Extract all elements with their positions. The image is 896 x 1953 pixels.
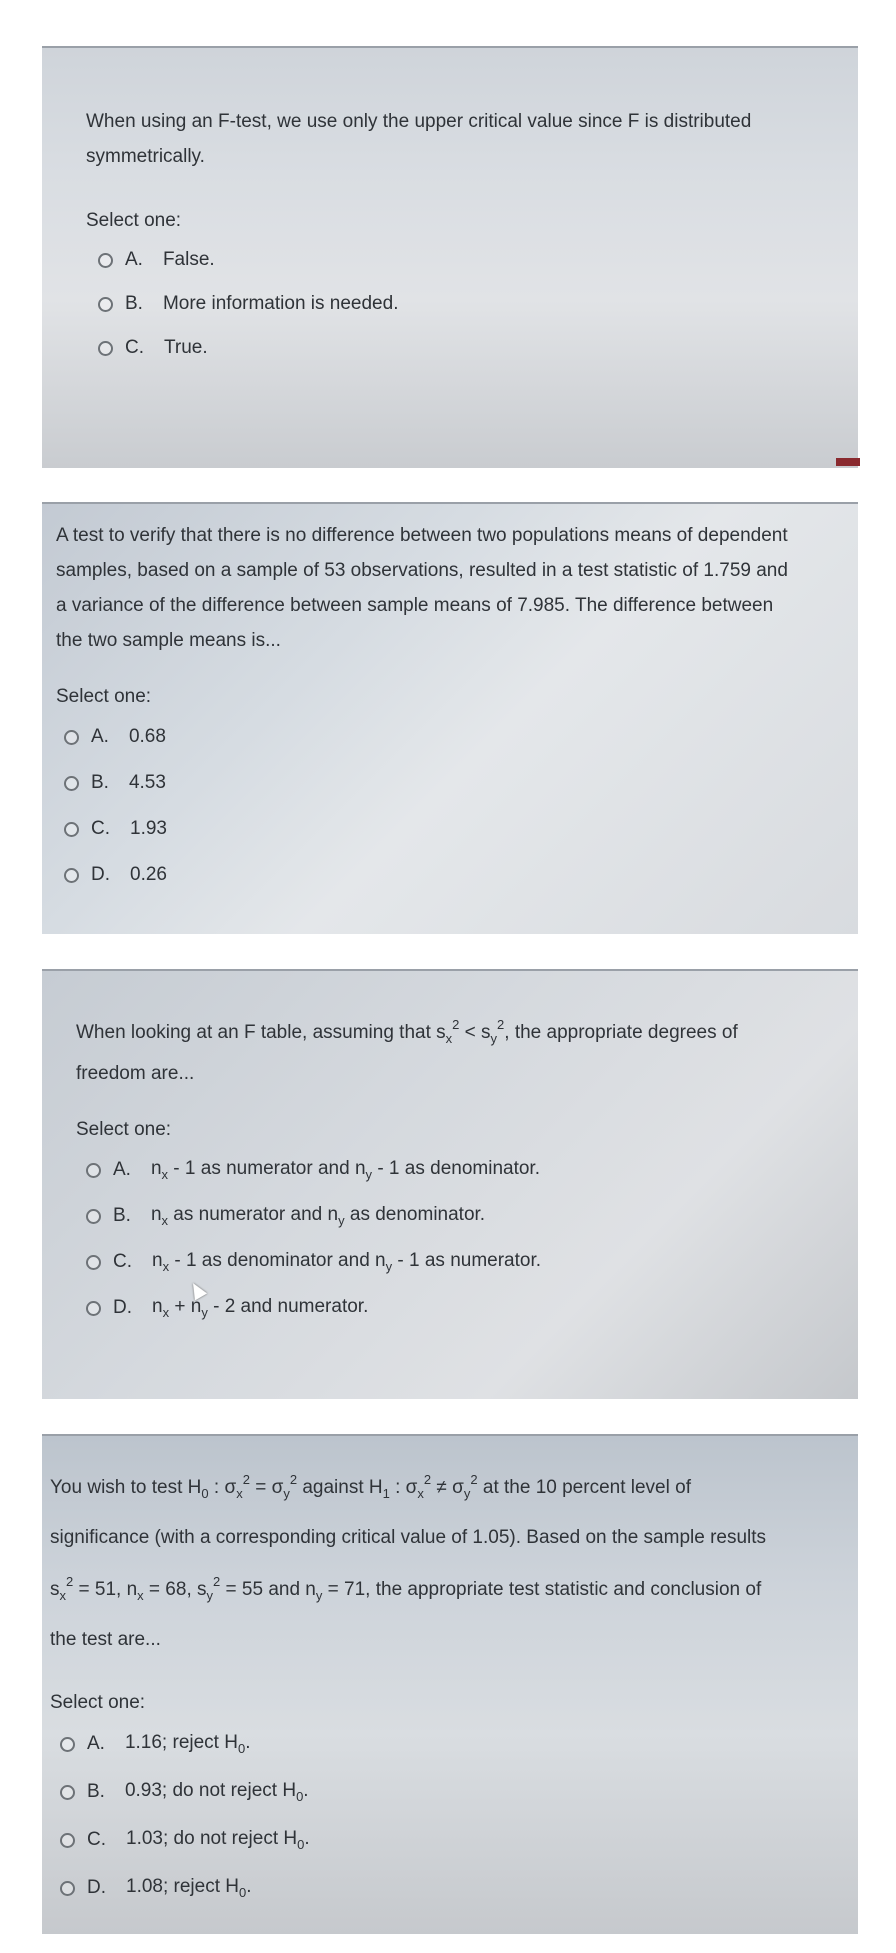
option-letter: C. — [87, 1829, 106, 1850]
radio-icon[interactable] — [64, 868, 79, 883]
question-4-card — [42, 1434, 858, 1934]
option-text: 1.93 — [130, 818, 167, 839]
option-letter: C. — [113, 1251, 132, 1272]
question-2-card — [42, 502, 858, 934]
option-letter: B. — [125, 293, 143, 314]
option-letter: C. — [91, 818, 110, 839]
select-one-label: Select one: — [86, 210, 182, 231]
option-text: 0.26 — [130, 864, 167, 885]
question-1-text — [86, 104, 858, 174]
question-3-card — [42, 969, 858, 1399]
option-text: $n_x - 1$ as numerator and $n_y - 1$ as denominator. — [150, 1158, 540, 1182]
radio-icon[interactable] — [60, 1833, 75, 1848]
question-4-line-4: the test are... — [50, 1629, 161, 1650]
subscript: y — [490, 1031, 498, 1046]
question-1-option-a[interactable] — [98, 238, 858, 282]
question-4-option-d[interactable] — [60, 1864, 858, 1912]
select-one-label: Select one: — [76, 1119, 172, 1140]
radio-icon[interactable] — [98, 297, 113, 312]
question-4-option-b[interactable] — [60, 1768, 858, 1816]
question-2-line-1: A test to verify that there is no difference between two populations means of dependent — [56, 525, 788, 546]
question-3-option-b[interactable] — [86, 1193, 858, 1239]
question-2-option-b[interactable] — [64, 760, 858, 806]
select-one-label: Select one: — [56, 686, 152, 707]
option-text: More information is needed. — [162, 293, 399, 314]
question-3-text — [76, 1007, 858, 1091]
radio-icon[interactable] — [60, 1785, 75, 1800]
radio-icon[interactable] — [86, 1255, 101, 1270]
q3-text-part: < s — [459, 1022, 491, 1043]
radio-icon[interactable] — [60, 1881, 75, 1896]
option-letter: C. — [125, 337, 144, 358]
option-text: 1.03; do not reject $H_0$. — [126, 1828, 310, 1852]
question-1-option-c[interactable] — [98, 326, 858, 370]
option-text: 0.68 — [128, 726, 166, 747]
question-4-line-2: significance (with a corresponding critical value of 1.05). Based on the sample results — [50, 1527, 767, 1548]
question-1-line-1: When using an F-test, we use only the upper critical value since F is distributed — [86, 111, 752, 132]
question-4-option-a[interactable] — [60, 1720, 858, 1768]
option-text: 1.08; reject $H_0$. — [126, 1876, 252, 1900]
question-3-line-2: freedom are... — [76, 1063, 195, 1084]
option-letter: D. — [91, 864, 110, 885]
select-one-label: Select one: — [50, 1692, 146, 1713]
radio-icon[interactable] — [64, 822, 79, 837]
question-2-option-c[interactable] — [64, 806, 858, 852]
option-letter: A. — [113, 1159, 131, 1180]
question-2-option-d[interactable] — [64, 852, 858, 898]
option-text: 4.53 — [128, 772, 166, 793]
q3-text-part: When looking at an F table, assuming that s — [76, 1022, 446, 1043]
option-letter: D. — [87, 1877, 106, 1898]
option-letter: B. — [87, 1781, 105, 1802]
option-letter: B. — [91, 772, 109, 793]
question-2-option-a[interactable] — [64, 714, 858, 760]
edge-marker — [836, 458, 860, 466]
radio-icon[interactable] — [86, 1301, 101, 1316]
question-1-card — [42, 46, 858, 468]
question-4-line-1: You wish to test $H_0$ : $\sigma_x^2 = \sigma_y^2$ against $H_1$ : $\sigma_x^2 \ne \sigma_y^2$ at the 10 percent level of — [50, 1472, 691, 1501]
radio-icon[interactable] — [86, 1163, 101, 1178]
radio-icon[interactable] — [64, 730, 79, 745]
question-2-line-2: samples, based on a sample of 53 observations, resulted in a test statistic of 1.759 and — [56, 560, 788, 581]
question-3-option-c[interactable] — [86, 1239, 858, 1285]
radio-icon[interactable] — [64, 776, 79, 791]
option-text: $n_x + n_y - 2$ and numerator. — [152, 1296, 369, 1320]
question-4-option-c[interactable] — [60, 1816, 858, 1864]
question-1-option-b[interactable] — [98, 282, 858, 326]
radio-icon[interactable] — [98, 341, 113, 356]
question-3-option-a[interactable] — [86, 1147, 858, 1193]
question-2-text — [56, 518, 858, 658]
q3-text-part: , the appropriate degrees of — [504, 1022, 738, 1043]
superscript: 2 — [497, 1017, 505, 1032]
superscript: 2 — [452, 1017, 460, 1032]
option-letter: B. — [113, 1205, 131, 1226]
option-text: $n_x - 1$ as denominator and $n_y - 1$ as numerator. — [152, 1250, 542, 1274]
option-letter: A. — [87, 1733, 105, 1754]
option-text: 1.16; reject $H_0$. — [124, 1732, 251, 1756]
question-2-line-3: a variance of the difference between sample means of 7.985. The difference between — [56, 595, 774, 616]
option-text: False. — [162, 249, 215, 270]
option-letter: A. — [125, 249, 143, 270]
radio-icon[interactable] — [60, 1737, 75, 1752]
option-letter: D. — [113, 1297, 132, 1318]
option-text: $n_x$ as numerator and $n_y$ as denominator. — [150, 1204, 486, 1228]
option-text: 0.93; do not reject $H_0$. — [124, 1780, 309, 1804]
subscript: x — [445, 1031, 453, 1046]
question-4-text — [50, 1458, 858, 1662]
question-2-line-4: the two sample means is... — [56, 630, 281, 651]
radio-icon[interactable] — [86, 1209, 101, 1224]
option-letter: A. — [91, 726, 109, 747]
question-3-line-1 — [76, 1007, 844, 1056]
radio-icon[interactable] — [98, 253, 113, 268]
question-1-line-2: symmetrically. — [86, 146, 205, 167]
question-4-line-3: $s_x^2 = 51$, $n_x = 68$, $s_y^2 = 55$ and $n_y = 71$, the appropriate test statistic and conclusion of — [50, 1574, 762, 1603]
option-text: True. — [164, 337, 208, 358]
